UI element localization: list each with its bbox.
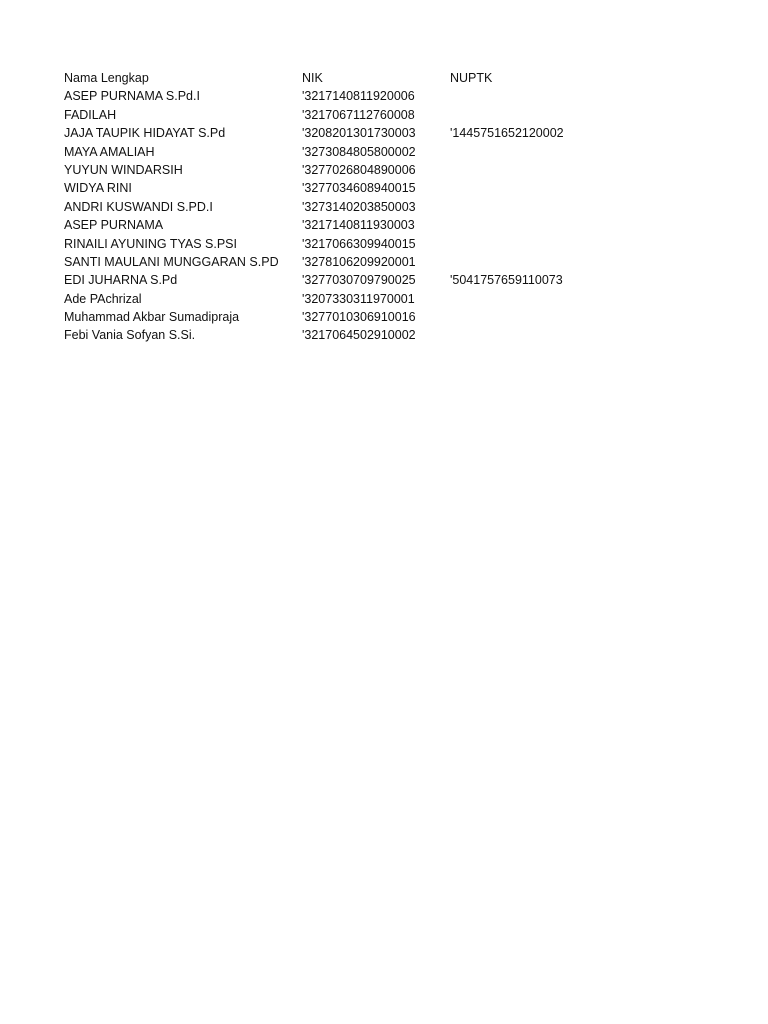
cell-name: ASEP PURNAMA (64, 218, 164, 233)
table-row (64, 124, 704, 142)
cell-nik: '3207330311970001 (302, 291, 415, 306)
cell-nuptk (450, 106, 650, 124)
table-row (64, 326, 704, 344)
cell-nuptk (450, 161, 650, 179)
cell-nuptk (450, 290, 650, 308)
cell-nuptk: '5041757659110073 (450, 273, 563, 288)
table-row (64, 198, 704, 216)
table-row (64, 179, 704, 197)
cell-nik: '3217140811930003 (302, 218, 415, 233)
cell-nik: '3273084805800002 (302, 144, 416, 159)
table-row (64, 106, 704, 124)
table-row (64, 271, 704, 289)
cell-name: SANTI MAULANI MUNGGARAN S.PD (64, 254, 279, 269)
table-row (64, 235, 704, 253)
cell-nuptk (450, 253, 650, 271)
cell-nik: '3278106209920001 (302, 254, 416, 269)
column-header-name: Nama Lengkap (64, 71, 149, 85)
column-header-nik: NIK (302, 71, 323, 85)
cell-name: EDI JUHARNA S.Pd (64, 273, 178, 288)
table-row (64, 253, 704, 271)
cell-name: Ade PAchrizal (64, 291, 142, 306)
table-row (64, 87, 704, 105)
header-row (64, 69, 704, 87)
cell-nik: '3273140203850003 (302, 199, 416, 214)
table-row (64, 216, 704, 234)
cell-nuptk (450, 87, 650, 105)
cell-nik: '3277030709790025 (302, 273, 416, 288)
cell-name: ASEP PURNAMA S.Pd.I (64, 89, 200, 104)
cell-nuptk: '1445751652120002 (450, 126, 564, 141)
cell-nik: '3277026804890006 (302, 162, 416, 177)
table-row (64, 161, 704, 179)
cell-name: ANDRI KUSWANDI S.PD.I (64, 199, 213, 214)
cell-nuptk (450, 179, 650, 197)
column-header-nuptk: NUPTK (450, 71, 493, 85)
cell-name: YUYUN WINDARSIH (64, 162, 183, 177)
cell-nuptk (450, 216, 650, 234)
cell-nuptk (450, 326, 650, 344)
cell-nuptk (450, 143, 650, 161)
cell-name: JAJA TAUPIK HIDAYAT S.Pd (64, 126, 226, 141)
cell-nik: '3217067112760008 (302, 107, 415, 122)
cell-nik: '3208201301730003 (302, 126, 416, 141)
cell-nuptk (450, 198, 650, 216)
table-row (64, 308, 704, 326)
table-row (64, 290, 704, 308)
cell-name: RINAILI AYUNING TYAS S.PSI (64, 236, 237, 251)
cell-name: WIDYA RINI (64, 181, 132, 196)
cell-nik: '3217066309940015 (302, 236, 416, 251)
cell-nik: '3277034608940015 (302, 181, 416, 196)
cell-nuptk (450, 308, 650, 326)
cell-name: Muhammad Akbar Sumadipraja (64, 310, 240, 325)
cell-nik: '3217064502910002 (302, 328, 416, 343)
cell-name: FADILAH (64, 107, 117, 122)
table-row (64, 143, 704, 161)
cell-name: MAYA AMALIAH (64, 144, 155, 159)
cell-nik: '3217140811920006 (302, 89, 415, 104)
cell-name: Febi Vania Sofyan S.Si. (64, 328, 196, 343)
cell-nuptk (450, 235, 650, 253)
spreadsheet-table (64, 69, 704, 345)
cell-nik: '3277010306910016 (302, 310, 416, 325)
